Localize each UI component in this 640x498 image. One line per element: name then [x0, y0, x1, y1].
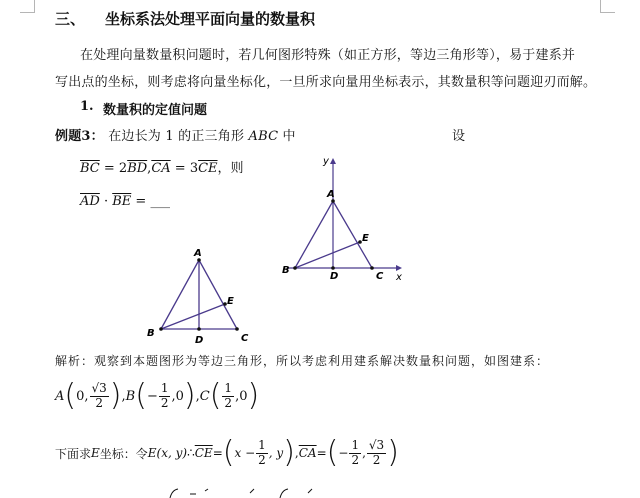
label-c: C [376, 271, 384, 282]
cutoff-dash-4 [308, 489, 312, 493]
vec-ca-sol: $\overline{CA}$ [298, 446, 317, 460]
frac-ca-sqrt3-num: √3 [368, 438, 385, 453]
side-ab [161, 260, 199, 329]
e-coordinate-line [55, 435, 399, 470]
comma-a: , [121, 388, 126, 404]
figure-triangle-left [140, 245, 260, 350]
paren-close-ce: ) [283, 435, 295, 470]
e-label: E [91, 446, 100, 460]
e-xy: E(x, y) [147, 446, 188, 460]
cutoff-brace [170, 489, 178, 498]
paren-close-b: ) [183, 378, 196, 413]
coordinates-line [55, 378, 260, 413]
example-question [80, 194, 170, 209]
label-b: B [147, 328, 155, 339]
cutoff-dash-3 [250, 489, 254, 493]
comma-1: , [147, 161, 152, 176]
subsection-title: 数量积的定值问题 [103, 103, 208, 118]
x-axis-arrow [396, 265, 402, 271]
comma-ce: , [294, 446, 299, 460]
segment-be [161, 304, 225, 329]
vec-ce-sol: $\overline{CE}$ [194, 446, 213, 460]
paren-close-ca: ) [387, 435, 399, 470]
label-e: E [227, 296, 234, 307]
coord-b-minus: − [146, 388, 158, 404]
frac-ce-den: 2 [258, 452, 266, 467]
eq-ca: = [316, 446, 327, 460]
cond-tail: ，则 [217, 161, 244, 176]
y-axis-arrow [330, 158, 336, 164]
coord-a-zero: 0, [76, 388, 89, 404]
frac-ca-half [349, 439, 361, 466]
page-corner-mark-right [600, 0, 615, 13]
label-c: C [241, 333, 249, 344]
comma-ca: , [362, 446, 366, 460]
point-d [331, 266, 335, 270]
paren-close-a: ) [109, 378, 122, 413]
label-y: y [323, 156, 329, 167]
example-triangle: ABC [248, 129, 279, 144]
example-condition [80, 157, 244, 176]
solution-text: 解析：观察到本题图形为等边三角形，所以考虑利用建系解决数量积问题，如图建系： [55, 354, 550, 368]
point-c [235, 327, 239, 331]
paren-open-a: ( [64, 378, 77, 413]
example-line [55, 125, 296, 144]
section-title: 坐标系法处理平面向量的数量积 [105, 10, 316, 28]
frac-sqrt3-over-2 [90, 382, 109, 409]
paren-close-c: ) [247, 378, 260, 413]
vec-bc: $\overline{BC}$ [80, 161, 100, 176]
paragraph-line-1: 在处理向量数量积问题时，若几何图形特殊（如正方形，等边三角形等），易于建系并 [80, 48, 576, 63]
side-ab [295, 201, 333, 268]
paren-open-ca: ( [326, 435, 339, 470]
paren-open-c: ( [209, 378, 222, 413]
vec-ce: $\overline{CE}$ [198, 161, 218, 176]
figure-triangle-right [278, 152, 410, 284]
paragraph-line-2: 写出点的坐标，则考虑将向量坐标化，一旦所求向量用坐标表示，其数量积等问题迎刃而解。 [55, 75, 597, 90]
label-d: D [195, 335, 204, 346]
label-a: A [194, 248, 202, 259]
point-b [293, 266, 297, 270]
eq-1: = 2 [103, 161, 128, 176]
frac-ca-sqrt3-den: 2 [372, 452, 381, 467]
vec-bd: $\overline{BD}$ [127, 161, 148, 176]
label-e: E [362, 233, 369, 244]
vec-be: $\overline{BE}$ [112, 194, 132, 209]
example-text-post: 中 [278, 129, 296, 144]
frac-c-half [222, 382, 234, 409]
paren-open-b: ( [135, 378, 147, 413]
label-x: x [396, 272, 402, 283]
question-blank: = ___ [135, 194, 170, 209]
e-intro: 下面求 [55, 446, 92, 461]
label-d: D [330, 271, 339, 282]
frac-ce-num: 1 [258, 438, 266, 453]
frac-ca-sqrt3 [367, 439, 386, 466]
vec-ad: $\overline{AD}$ [80, 194, 100, 209]
example-label: 例题3： [55, 129, 104, 144]
e-intro2: 坐标：令 [99, 446, 148, 461]
paren-open-ce: ( [222, 435, 235, 470]
side-ac [199, 260, 237, 329]
frac-ce-half [256, 439, 268, 466]
label-b: B [282, 265, 290, 276]
cutoff-dash-2 [205, 489, 208, 491]
frac-den-2: 2 [95, 395, 103, 410]
eq-2: = 3 [170, 161, 199, 176]
point-b [159, 327, 163, 331]
frac-b-half [159, 382, 171, 409]
ca-minus: − [338, 446, 349, 460]
page-corner-mark-left [20, 0, 35, 13]
coord-b-label: B [125, 388, 136, 404]
cutoff-next-line [150, 488, 330, 498]
ce-x-minus: x − [234, 446, 256, 460]
cutoff-brace-2 [280, 489, 288, 498]
frac-c-den: 2 [224, 395, 233, 410]
frac-ca-num: 1 [351, 438, 360, 453]
ce-y-tail: , y [268, 446, 284, 460]
section-number: 三、 [55, 10, 86, 28]
coord-c-tail: ,0 [235, 388, 248, 404]
coord-a-label: A [55, 388, 65, 404]
coord-b-tail: ,0 [171, 388, 184, 404]
frac-ca-den: 2 [351, 452, 360, 467]
comma-b: , [195, 388, 200, 404]
segment-be [295, 242, 360, 268]
vec-ca: $\overline{CA}$ [151, 161, 171, 176]
therefore: ∴ [187, 446, 195, 460]
dot-op: · [103, 194, 109, 209]
frac-num-sqrt3: √3 [91, 381, 107, 396]
example-text-pre: 在边长为 1 的正三角形 [108, 129, 249, 144]
coord-c-label: C [199, 388, 210, 404]
frac-b-den: 2 [160, 395, 169, 410]
point-c [370, 266, 374, 270]
frac-b-num: 1 [160, 381, 169, 396]
label-a: A [327, 189, 335, 200]
subsection-number: 1. [80, 99, 94, 114]
eq-ce: = [212, 446, 223, 460]
point-d [197, 327, 201, 331]
frac-c-num: 1 [224, 381, 233, 396]
example-she: 设 [452, 129, 466, 144]
